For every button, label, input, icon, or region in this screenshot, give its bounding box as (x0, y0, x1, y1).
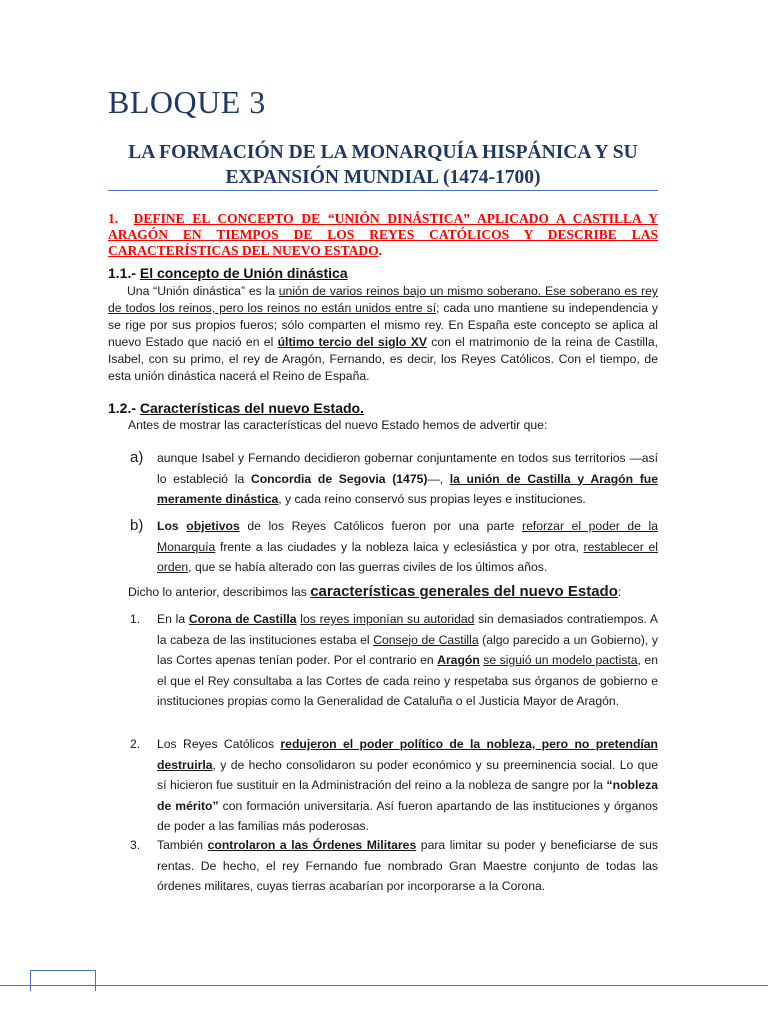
summary-colon: : (617, 585, 622, 599)
a-bold-1: Concordia de Segovia (1475) (250, 471, 428, 486)
numbered-item-2-text (157, 734, 658, 837)
s11-underlined-1: unión de varios reinos bajo un mismo soberano. Ese soberano es rey de todos los reinos, pero los reinos no están unidos entre sí (108, 284, 658, 315)
s11-text-3: con el matrimonio de la reina de Castilla, Isabel, con su primo, el rey de Aragón, Fernando, es decir, los Reyes Católicos. Con el tiempo, de esta unión dinástica nacerá el Reino de España. (108, 335, 658, 383)
section-1-2-title: Características del nuevo Estado. (139, 400, 364, 416)
n1-bold-2: Aragón (437, 653, 480, 667)
b-underlined-1: reforzar el poder de la Monarquía (157, 519, 658, 554)
numbered-marker-3: 3. (130, 838, 141, 852)
b-text-4: , que se había alterado con las guerras civiles de los últimos años. (188, 560, 548, 574)
list-marker-a: a) (130, 449, 144, 466)
n2-text-3: con formación universitaria. Así fueron apartando de las instituciones y órganos de poder a las familias más poderosas. (157, 798, 658, 833)
b-underlined-2: restablecer el orden (157, 539, 658, 574)
question-heading (108, 211, 658, 259)
a-bold-underlined: la unión de Castilla y Aragón fue meramente dinástica (157, 471, 658, 506)
n1-text-3: (algo parecido a un Gobierno), y las Cortes apenas tenían poder. Por el contrario en (157, 632, 658, 667)
summary-intro (128, 583, 621, 600)
main-title (108, 140, 658, 190)
n1-underlined-2: Consejo de Castilla (373, 632, 479, 647)
numbered-item-3-text (157, 835, 658, 897)
n1-text-4: , en el que el Rey consultaba a las Cortes de cada reino y respetaba sus órganos de gobierno e instituciones propias como la Generalidad de Cataluña o el Justicia Mayor de Aragón. (157, 653, 658, 708)
question-text: DEFINE EL CONCEPTO DE “UNIÓN DINÁSTICA” APLICADO A CASTILLA Y ARAGÓN EN TIEMPOS DE LOS REYES CATÓLICOS Y DESCRIBE LAS CARACTERÍSTICAS DEL NUEVO ESTADO (108, 211, 659, 258)
n1-text-2: sin demasiados contratiempos. A la cabeza de las instituciones estaba el (157, 612, 658, 647)
n2-text-1: Los Reyes Católicos (157, 737, 281, 751)
n1-underlined-3: se siguió un modelo pactista (483, 653, 638, 667)
numbered-marker-1: 1. (130, 612, 141, 626)
title-rule (108, 190, 658, 191)
footer-page-tab (30, 970, 96, 991)
b-text-2: de los Reyes Católicos fueron por una parte (239, 519, 523, 533)
section-1-2-number: 1.2.- (108, 400, 137, 416)
list-item-b-text (157, 516, 658, 578)
bloque-heading: BLOQUE 3 (108, 84, 266, 120)
section-1-1-title: El concepto de Unión dinástica (139, 265, 348, 281)
section-1-1-heading (108, 265, 348, 281)
summary-text: Dicho lo anterior, describimos las (128, 585, 311, 599)
list-item-a-text (157, 448, 658, 510)
numbered-marker-2: 2. (130, 737, 141, 751)
n3-text-1: También (157, 838, 208, 852)
n1-text-1: En la (157, 612, 189, 626)
b-bold-underlined: objetivos (186, 519, 240, 533)
n2-bold-underlined: redujeron el poder político de la nobleza, pero no pretendían destruirla (157, 737, 658, 772)
s11-text-1: Una “Unión dinástica” es la (127, 284, 279, 298)
b-bold-1: Los (157, 519, 187, 533)
main-title-line1: LA FORMACIÓN DE LA MONARQUÍA HISPÁNICA Y SU (128, 142, 638, 163)
n2-text-2: , y de hecho consolidaron su poder económico y su preeminencia social. Lo que sí hicieron fue sustituir en la Administración del reino a la nobleza de sangre por la (157, 757, 658, 792)
n3-text-2: para limitar su poder y beneficiarse de sus rentas. De hecho, el rey Fernando fue nombrado Gran Maestre conjunto de todas las órdenes militares, cuyas tierras acabarían por incorporarse a la Corona. (157, 838, 659, 893)
section-1-2-heading (108, 400, 364, 416)
b-text-3: frente a las ciudades y la nobleza laica y eclesiástica y por otra, (215, 539, 584, 554)
list-marker-b: b) (130, 517, 144, 534)
numbered-item-1-text (157, 609, 658, 712)
section-1-1-paragraph (108, 283, 658, 385)
n1-underlined-1: los reyes imponían su autoridad (300, 612, 475, 626)
main-title-line2: EXPANSIÓN MUNDIAL (1474-1700) (225, 167, 541, 188)
n1-bold-1: Corona de Castilla (188, 612, 297, 626)
question-end: . (378, 243, 383, 258)
n3-bold-underlined: controlaron a las Órdenes Militares (207, 838, 417, 852)
s11-bold-underlined: último tercio del siglo XV (277, 335, 427, 349)
n2-bold: “nobleza de mérito” (157, 778, 658, 813)
footer-rule (0, 985, 768, 986)
summary-emphasis: características generales del nuevo Estado (310, 583, 618, 600)
question-number: 1. (108, 211, 119, 226)
a-text-2: —, (427, 471, 450, 486)
a-text-1: aunque Isabel y Fernando decidieron gobernar conjuntamente en todos sus territorios —así lo estableció la (157, 451, 658, 486)
section-1-1-number: 1.1.- (108, 265, 137, 281)
section-1-2-intro: Antes de mostrar las características del nuevo Estado hemos de advertir que: (128, 418, 548, 432)
a-text-3: , y cada reino conservó sus propias leyes e instituciones. (278, 492, 586, 506)
s11-text-2: ; cada uno mantiene su independencia y se rige por sus propios fueros; sólo comparten el mismo rey. En España este concepto se aplica al nuevo Estado que nació en el (108, 301, 658, 349)
